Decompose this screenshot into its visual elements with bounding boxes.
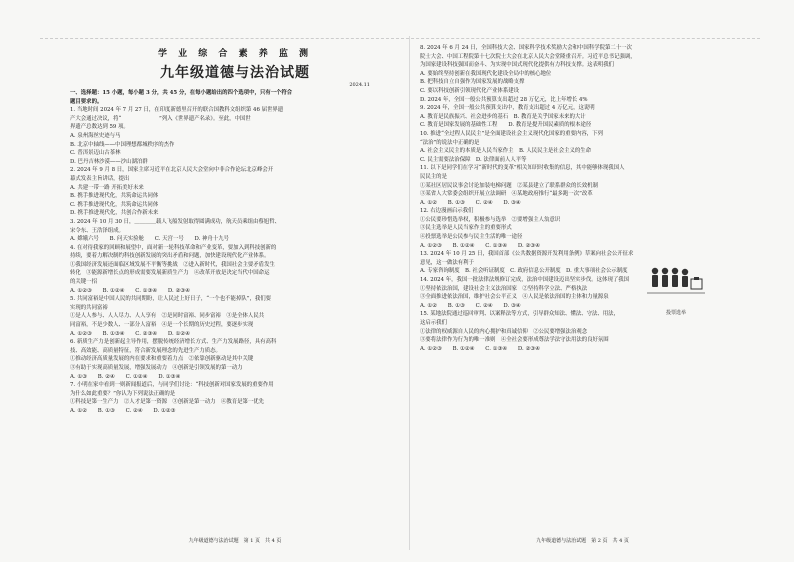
text-line: C. 教育是国家发展的基础性工程 D. 教育是提升国民素质的根本途径 xyxy=(420,122,592,129)
text-line: A. ①② B. ①③ C. ②④ D. ③④ xyxy=(420,302,521,309)
voting-figures-icon xyxy=(647,263,705,305)
text-line: 8. 2024 年 6 月 24 日，全国科技大会、国家科学技术奖励大会和中国科学院第二十一次 xyxy=(420,45,632,51)
left-question-block xyxy=(70,89,400,416)
text-line: 11. 以下是同学们在学习“新时代的变革”相关知识时收集的信息，其中能够体现我国人 xyxy=(420,165,625,172)
text-line: C. 要以科技创新引领现代化产业体系建设 xyxy=(420,87,520,94)
text-line: 3. 2024 年 10 月 30 日，＿＿＿＿载人飞船发射取得圆满成功，航天员乘组由蔡旭哲、 xyxy=(70,218,280,225)
text-line: 5. 共同富裕是中国人民的共同期盼，让人民过上好日子，“一个也不能掉队”，我们要 xyxy=(70,296,272,303)
text-line: “法治”的说法中正确的是 xyxy=(420,139,480,146)
text-line: 界遗产总数达到 59 项。 xyxy=(70,124,129,131)
text-line: 这启示我们 xyxy=(420,320,447,326)
text-line: 幕式发表主旨讲话，提出 xyxy=(70,175,130,182)
text-line: 意见，这一做法有利于 xyxy=(420,259,474,266)
text-line: 13. 2024 年 10 月 25 日，我国首部《公共数据资源开发利用条例》草案向社会公开征求 xyxy=(420,251,634,258)
text-line: D. 巴丹吉林沙漠——沙山湖泊群 xyxy=(70,158,148,165)
text-line: 一、选择题：15 小题，每小题 3 分，共 45 分，在每小题给出的四个选项中，只有一个符合 xyxy=(70,90,293,96)
text-line: D. 携手推进现代化，共创合作新未来 xyxy=(70,210,159,217)
text-line: 1. 当地时间 2024 年 7 月 27 日，在印度新德里召开的联合国教科文组织第 46 届世界遗 xyxy=(70,107,284,114)
text-line: A. 教育是民族振兴、社会进步的基石 B. 教育是关乎国家未来的大计 xyxy=(420,113,586,120)
text-line: ①法律的权威源自人民的内心拥护和真诚信仰 ②公民要增强法治观念 xyxy=(420,328,588,335)
text-line: 2. 2024 年 9 月 8 日，国家主席习近平在北京人民大会堂向中非合作论坛北京峰会开 xyxy=(70,167,274,174)
text-line: 转化 ③能源新增长点的形成需要发展新质生产力 ④改革开放是决定当代中国命运 xyxy=(70,270,270,277)
text-line: 持续，要着力解决制约科技创新发展的突出矛盾和问题，加快建设现代化产业体系。 xyxy=(70,253,270,260)
left-page-footer: 九年级道德与法治试题 第 1 页 共 4 页 xyxy=(188,538,282,545)
text-line: D. 2024 年，全国一般公共预算支出超过 28 万亿元，比上年增长 4% xyxy=(420,96,588,103)
text-line: 9. 2024 年，全国一般公共预算支出中，教育支出超过 4 万亿元，这说明 xyxy=(420,105,595,112)
text-line: ①坚持依法治国，建设社会主义法治国家 ②坚持科学立法、严格执法 xyxy=(420,285,588,292)
text-line: 题目要求的。 xyxy=(70,98,103,105)
text-line: C. 民主需要法治保障 D. 法律面前人人平等 xyxy=(420,156,527,163)
text-line: ③要将法律作为行为的唯一准则 ④全社会要形成尊法学法守法用法的良好氛围 xyxy=(420,337,609,344)
text-line: 宋令东、王浩泽组成。 xyxy=(70,227,124,234)
exam-series-title: 学 业 综 合 素 养 监 测 xyxy=(158,49,312,59)
text-line: 7. 小明在家中看到一则新闻报道后，与同学们讨论：“科技创新对国家发展的重要作用 xyxy=(70,382,274,389)
text-line: 院士大会、中国工程院第十七次院士大会在北京人民大会堂隆重召开。习近平总书记强调， xyxy=(420,53,636,60)
text-line: A. 专家咨询制度 B. 社会听证制度 C. 政府信息公开制度 D. 重大事项社会公示制度 xyxy=(420,268,628,275)
text-line: 12. 右边漫画启示我们 xyxy=(420,208,474,215)
exam-date: 2024.11 xyxy=(349,82,370,88)
right-page-footer: 九年级道德与法治试题 第 2 页 共 4 页 xyxy=(536,538,629,545)
text-line: A. 嫦娥六号 B. 问天实验舱 C. 天宫一号 D. 神舟十九号 xyxy=(70,236,229,243)
voting-cartoon xyxy=(647,263,705,316)
text-line: 10. 推进“全过程人民民主”是全面建设社会主义现代化国家的重要内容，下列 xyxy=(420,130,603,137)
text-line: B. 携手推进现代化，共筑命运共同体 xyxy=(70,193,159,200)
text-line: ①推动经济高质量发展的内在要求和重要着力点 ②依靠创新驱动是其中关键 xyxy=(70,356,254,363)
text-line: A. ①② B. ①③ C. ②④ D. ①②③ xyxy=(70,407,176,414)
text-line: 实现的共同富裕 xyxy=(70,304,108,311)
text-line: 同富裕，不是少数人、一部分人富裕 ④是一个长期的历史过程，要逐步实现 xyxy=(70,322,254,329)
text-line: A. ①②③ B. ①②④ C. ①③④ D. ②③④ xyxy=(420,345,540,352)
cartoon-caption: 投票选举 xyxy=(665,309,686,316)
left-page xyxy=(70,38,400,548)
text-line: ③全面推进依法治国，维护社会公平正义 ④人民是依法治国的主体和力量源泉 xyxy=(420,294,609,301)
text-line: A. ①②③ B. ①③④ C. ②③④ D. ①②④ xyxy=(70,330,190,337)
text-line: B. 把科技自立自强作为国家发展的战略支撑 xyxy=(420,79,525,86)
text-line: 的关键一招 xyxy=(70,279,97,286)
text-line: 14. 2024 年，我国一批法律法规修订完成，法治中国建设迈出坚实步伐。这体现了我国 xyxy=(420,277,630,284)
text-line: 产大会通过决议，将“ ”列入《世界遗产名录》。至此，中国世 xyxy=(70,115,251,122)
text-line: 为国家建设科技强国而奋斗、为实现中国式现代化提供有力科技支撑。这表明我们 xyxy=(420,62,615,69)
text-line: A. 要始终坚持创新在我国现代化建设全局中的核心地位 xyxy=(420,70,552,77)
text-line: A. ①②③ B. ①②④ C. ①③④ D. ②③④ xyxy=(420,242,540,249)
text-line: A. ①③ B. ②④ C. ①②④ D. ①③④ xyxy=(70,373,181,380)
text-line: ③有助于实现高质量发展，增强发展动力 ④创新是引领发展的第一动力 xyxy=(70,365,243,371)
text-line: 为什么如此重要？”你认为下列说法正确的是 xyxy=(70,390,176,397)
right-page xyxy=(420,38,745,548)
text-line: B. 北京中轴线——中国理想都城秩序的杰作 xyxy=(70,141,175,148)
text-line: A. ①② B. ①③ C. ②④ D. ③④ xyxy=(420,199,521,206)
text-line: ④投票选举是公民参与民主生活的唯一途径 xyxy=(420,234,523,241)
text-line: 6. 新质生产力是创新起主导作用，摆脱传统经济增长方式、生产力发展路径，具有高科 xyxy=(70,339,277,346)
text-line: ③民主选举是人民当家作主的重要形式 xyxy=(420,225,512,232)
text-line: ①是人人参与、人人尽力、人人享有 ②是同时富裕、同步富裕 ③是全体人民共 xyxy=(70,313,265,320)
text-line: ①公民要珍惜选举权，积极参与选举 ②要增强主人翁意识 xyxy=(420,216,561,223)
text-line: A. 共建一带一路 开拓美好未来 xyxy=(70,184,144,191)
text-line: ③某省人大常委会组织开展立法调研 ④某地政府推行“最多跑一次”改革 xyxy=(420,191,593,198)
text-line: C. 普洱景迈山古茶林 xyxy=(70,150,121,157)
text-line: C. 携手推进现代化，共筑命运共同体 xyxy=(70,201,159,208)
text-line: ①我国经济发展还面临区域发展不平衡等挑战 ②进入新时代，我国社会主要矛盾发生 xyxy=(70,261,275,268)
page-divider xyxy=(409,36,410,550)
text-line: ①某社区居民议事会讨论加装电梯问题 ②某县建立了联系群众的长效机制 xyxy=(420,182,598,189)
text-line: A. 泉州海丝史迹与马 xyxy=(70,132,121,139)
exam-title: 九年级道德与法治试题 xyxy=(160,65,310,81)
text-line: A. ①②③ B. ①②④ C. ①③④ D. ②③④ xyxy=(70,287,190,294)
text-line: 技、高效能、高质量特征，符合新发展理念的先进生产力质态。 xyxy=(70,347,221,354)
text-line: ①科技是第一生产力 ②人才是第一资源 ③创新是第一动力 ④教育是第一优先 xyxy=(70,399,265,406)
text-line: 15. 某地法院通过巡回审判、以案释法等方式，引导群众知法、懂法、守法、用法， xyxy=(420,311,619,318)
text-line: A. 社会主义民主的本质是人民当家作主 B. 人民民主是社会主义的生命 xyxy=(420,148,592,155)
text-line: 民民主的是 xyxy=(420,173,447,180)
text-line: 4. 在对待我家的回顾和展望中，面对新一轮科技革命和产业变革，要加入到科技创新的 xyxy=(70,244,277,251)
